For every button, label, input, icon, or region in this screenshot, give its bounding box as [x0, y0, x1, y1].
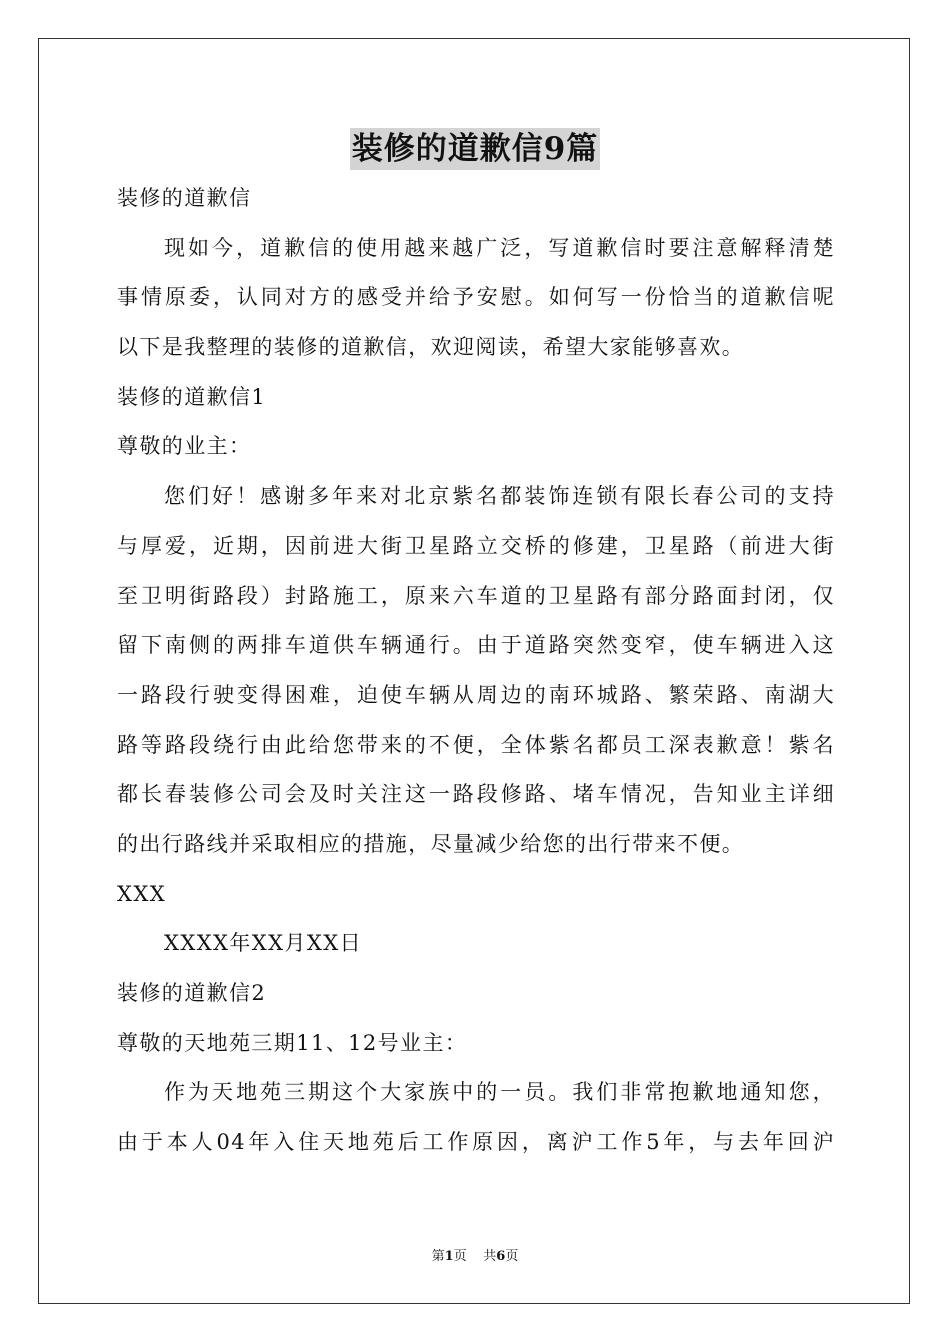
text-line: 一路段行驶变得困难，迫使车辆从周边的南环城路、繁荣路、南湖大	[117, 682, 835, 707]
footer-page-suffix: 页	[453, 1249, 467, 1264]
footer-total-prefix: 共	[483, 1249, 497, 1264]
text-line: 现如今，道歉信的使用越来越广泛，写道歉信时要注意解释清楚	[164, 235, 835, 260]
text-line: 至卫明街路段）封路施工，原来六车道的卫星路有部分路面封闭，仅	[117, 583, 835, 608]
document-title: 装修的道歉信9篇	[350, 128, 601, 170]
text-line: 您们好！感谢多年来对北京紫名都装饰连锁有限长春公司的支持	[164, 484, 835, 509]
footer-page-number: 1	[444, 1249, 454, 1264]
text-line: 路等路段绕行由此给您带来的不便，全体紫名都员工深表歉意！紫名	[117, 732, 835, 757]
text-line: 与厚爱，近期，因前进大街卫星路立交桥的修建，卫星路（前进大街	[117, 533, 835, 558]
title-wrap	[0, 128, 950, 170]
text-line: 都长春装修公司会及时关注这一路段修路、堵车情况，告知业主详细	[117, 782, 835, 807]
footer-total-suffix: 页	[505, 1249, 519, 1264]
text-line: 装修的道歉信1	[117, 384, 267, 409]
text-line: 装修的道歉信2	[117, 981, 267, 1005]
text-line: 尊敬的天地苑三期11、12号业主：	[117, 1030, 468, 1055]
text-line: 事情原委，认同对方的感受并给予安慰。如何写一份恰当的道歉信呢	[117, 285, 835, 310]
text-line: 作为天地苑三期这个大家族中的一员。我们非常抱歉地通知您，	[164, 1080, 835, 1105]
text-line: 留下南侧的两排车道供车辆通行。由于道路突然变窄，使车辆进入这	[117, 633, 835, 658]
text-line: XXXX年XX月XX日	[164, 931, 363, 956]
text-line: XXX	[117, 881, 167, 906]
text-line: 的出行路线并采取相应的措施，尽量减少给您的出行带来不便。	[117, 831, 745, 856]
text-line: 以下是我整理的装修的道歉信，欢迎阅读，希望大家能够喜欢。	[117, 335, 745, 360]
text-line: 由于本人04年入住天地苑后工作原因，离沪工作5年，与去年回沪	[117, 1130, 835, 1155]
page-footer	[0, 1248, 950, 1266]
text-line: 装修的道歉信	[117, 186, 252, 210]
footer-page-prefix: 第	[431, 1249, 445, 1264]
document-body	[117, 174, 835, 1168]
footer-total-pages: 6	[496, 1249, 506, 1264]
text-line: 尊敬的业主：	[117, 434, 252, 459]
